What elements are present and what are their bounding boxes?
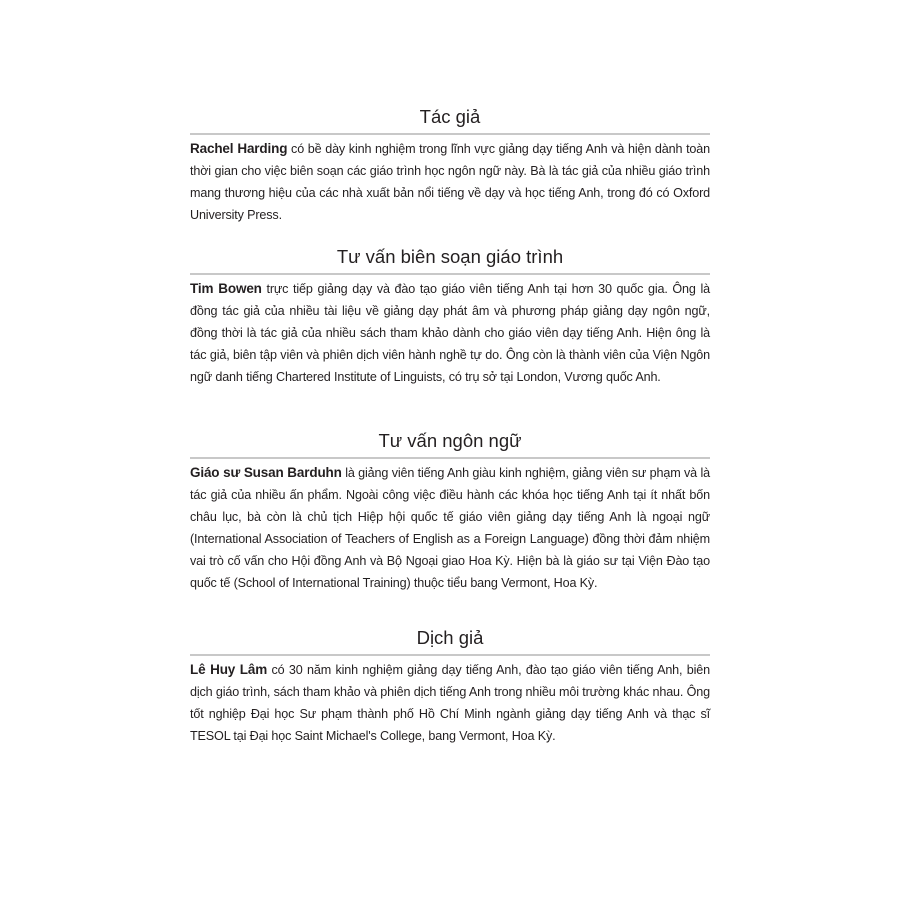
section-heading: Dịch giả: [416, 627, 484, 648]
person-name: Giáo sư Susan Barduhn: [190, 465, 342, 480]
section-body: [190, 278, 710, 388]
person-name: Lê Huy Lâm: [190, 662, 268, 677]
section-heading: Tư vấn ngôn ngữ: [378, 430, 522, 451]
section-heading: Tư vấn biên soạn giáo trình: [336, 246, 564, 267]
divider: [190, 133, 710, 135]
section-translator: [190, 625, 710, 747]
section-body: [190, 138, 710, 226]
divider: [190, 457, 710, 459]
bio-text: trực tiếp giảng dạy và đào tạo giáo viên tiếng Anh tại hơn 30 quốc gia. Ông là đồng tác giả của nhiều tài liệu về giảng dạy phát âm và phương pháp giảng dạy ngôn ngữ, đồng thời là tác giả của nhiều sách tham khảo dành cho giáo viên dạy tiếng Anh. Hiện ông là tác giả, biên tập viên và phiên dịch viên hành nghề tự do. Ông còn là thành viên của Viện Ngôn ngữ danh tiếng Chartered Institute of Linguists, có trụ sở tại London, Vương quốc Anh.: [190, 282, 710, 384]
bio-text: có bề dày kinh nghiệm trong lĩnh vực giảng dạy tiếng Anh và hiện dành toàn thời gian cho việc biên soạn các giáo trình học ngôn ngữ này. Bà là tác giả của nhiều giáo trình mang thương hiệu của các nhà xuất bản nổi tiếng về dạy và học tiếng Anh, trong đó có Oxford University Press.: [190, 142, 710, 222]
divider: [190, 273, 710, 275]
section-heading: Tác giả: [419, 106, 481, 127]
section-author: [190, 104, 710, 226]
section-body: [190, 462, 710, 594]
section-curriculum-advisor: [190, 244, 710, 388]
person-name: Rachel Harding: [190, 141, 288, 156]
section-body: [190, 659, 710, 747]
section-language-advisor: [190, 428, 710, 594]
bio-text: là giảng viên tiếng Anh giàu kinh nghiệm, giảng viên sư phạm và là tác giả của nhiều ấn phẩm. Ngoài công việc điều hành các khóa học tiếng Anh tại ít nhất bốn châu lục, bà còn là chủ tịch Hiệp hội quốc tế giáo viên giảng dạy tiếng Anh là ngoại ngữ (International Association of Teachers of English as a Foreign Language) đồng thời đảm nhiệm vai trò cố vấn cho Hội đồng Anh và Bộ Ngoại giao Hoa Kỳ. Hiện bà là giáo sư tại Viện Đào tạo quốc tế (School of International Training) thuộc tiểu bang Vermont, Hoa Kỳ.: [190, 466, 710, 590]
divider: [190, 654, 710, 656]
person-name: Tim Bowen: [190, 281, 262, 296]
bio-text: có 30 năm kinh nghiệm giảng dạy tiếng Anh, đào tạo giáo viên tiếng Anh, biên dịch giáo trình, sách tham khảo và phiên dịch tiếng Anh trong nhiều môi trường khác nhau. Ông tốt nghiệp Đại học Sư phạm thành phố Hồ Chí Minh ngành giảng dạy tiếng Anh và thạc sĩ TESOL tại Đại học Saint Michael's College, bang Vermont, Hoa Kỳ.: [190, 663, 710, 743]
